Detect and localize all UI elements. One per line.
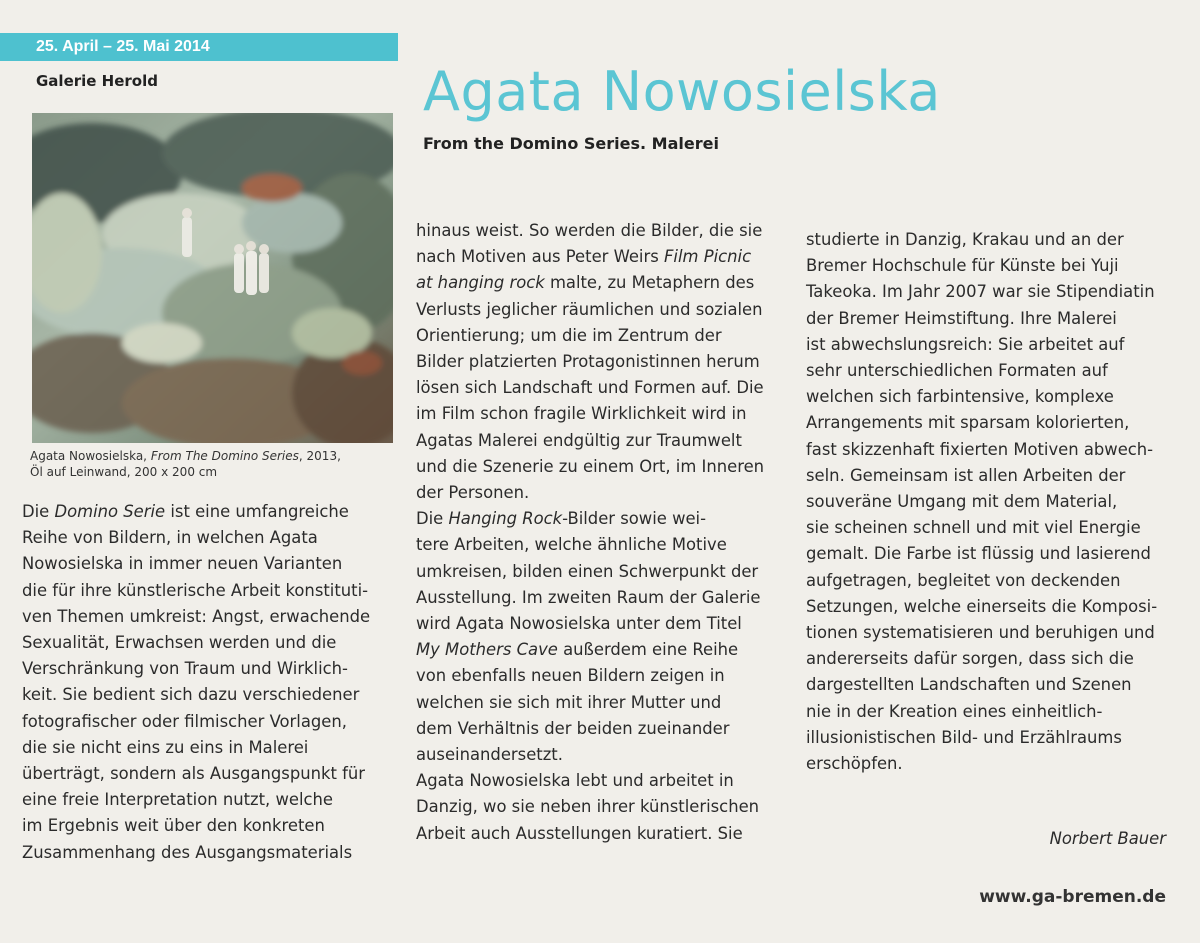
text-run: die für ihre künstlerische Arbeit konstituti- bbox=[22, 580, 369, 600]
text-line bbox=[22, 840, 407, 866]
italic-run: at hanging rock bbox=[416, 273, 545, 293]
text-line bbox=[416, 428, 796, 454]
text-run: auseinandersetzt. bbox=[416, 745, 563, 765]
text-run: Arbeit auch Ausstellungen kuratiert. Sie bbox=[416, 823, 743, 843]
text-run: sehr unterschiedlichen Formaten auf bbox=[806, 361, 1108, 381]
text-run: gemalt. Die Farbe ist flüssig und lasierend bbox=[806, 544, 1151, 564]
text-line bbox=[806, 410, 1181, 436]
text-run: fast skizzenhaft fixierten Motiven abwech- bbox=[806, 439, 1154, 459]
text-line bbox=[416, 690, 796, 716]
text-run: Die bbox=[22, 502, 55, 521]
text-run: keit. Sie bedient sich dazu verschiedener bbox=[22, 685, 360, 705]
text-run: Bilder platzierten Protagonistinnen herum bbox=[416, 352, 760, 372]
text-run: -Bilder sowie wei- bbox=[562, 509, 707, 529]
text-run: Reihe von Bildern, in welchen Agata bbox=[22, 528, 318, 548]
text-line bbox=[806, 279, 1181, 305]
text-run: welchen sie sich mit ihrer Mutter und bbox=[416, 692, 722, 712]
image-caption bbox=[30, 448, 400, 480]
text-run: Setzungen, welche einerseits die Komposi- bbox=[806, 596, 1158, 616]
text-run: dargestellten Landschaften und Szenen bbox=[806, 675, 1132, 695]
text-line bbox=[806, 358, 1181, 384]
text-run: umkreisen, bilden einen Schwerpunkt der bbox=[416, 561, 759, 581]
text-line bbox=[22, 787, 407, 813]
caption-title: From The Domino Series bbox=[150, 449, 299, 463]
text-run: hinaus weist. So werden die Bilder, die sie bbox=[416, 221, 763, 240]
text-column-3 bbox=[806, 227, 1181, 777]
text-run: überträgt, sondern als Ausgangspunkt für bbox=[22, 764, 366, 784]
text-line bbox=[806, 672, 1181, 698]
text-run: ist abwechslungsreich: Sie arbeitet auf bbox=[806, 334, 1125, 354]
text-line bbox=[416, 401, 796, 427]
text-run: Agatas Malerei endgültig zur Traumwelt bbox=[416, 430, 742, 450]
text-run: Orientierung; um die im Zentrum der bbox=[416, 325, 722, 345]
italic-run: My Mothers Cave bbox=[416, 640, 558, 660]
text-run: Agata Nowosielska lebt und arbeitet in bbox=[416, 771, 734, 791]
text-run: Bremer Hochschule für Künste bei Yuji bbox=[806, 256, 1119, 276]
text-line bbox=[416, 323, 796, 349]
text-run: die sie nicht eins zu eins in Malerei bbox=[22, 737, 309, 757]
text-run: welchen sich farbintensive, komplexe bbox=[806, 387, 1114, 407]
text-run: außerdem eine Reihe bbox=[557, 640, 739, 660]
text-line bbox=[416, 663, 796, 689]
text-run: souveräne Umgang mit dem Material, bbox=[806, 492, 1118, 512]
caption-text: , 2013, bbox=[298, 449, 341, 463]
painting-artwork bbox=[32, 113, 393, 443]
text-run: und die Szenerie zu einem Ort, im Inneren bbox=[416, 456, 765, 476]
article-subtitle: From the Domino Series. Malerei bbox=[423, 134, 719, 153]
text-line bbox=[806, 437, 1181, 463]
text-run: eine freie Interpretation nutzt, welche bbox=[22, 790, 333, 810]
text-line bbox=[22, 761, 407, 787]
italic-run: Domino Serie bbox=[54, 502, 166, 521]
text-line bbox=[806, 699, 1181, 725]
text-line bbox=[416, 794, 796, 820]
website-link[interactable]: www.ga-bremen.de bbox=[979, 887, 1166, 907]
text-run: Die bbox=[416, 509, 449, 529]
text-run: tere Arbeiten, welche ähnliche Motive bbox=[416, 535, 727, 555]
text-run: aufgetragen, begleitet von deckenden bbox=[806, 570, 1121, 590]
text-run: nie in der Kreation eines einheitlich- bbox=[806, 701, 1103, 721]
text-line bbox=[806, 332, 1181, 358]
text-run: sie scheinen schnell und mit viel Energie bbox=[806, 518, 1141, 538]
text-line bbox=[806, 253, 1181, 279]
text-run: Verschränkung von Traum und Wirklich- bbox=[22, 659, 348, 679]
date-range: 25. April – 25. Mai 2014 bbox=[36, 38, 210, 55]
text-run: seln. Gemeinsam ist allen Arbeiten der bbox=[806, 465, 1126, 485]
text-line bbox=[806, 384, 1181, 410]
text-line bbox=[806, 725, 1181, 751]
gallery-name: Galerie Herold bbox=[36, 72, 158, 90]
date-range-banner bbox=[0, 33, 398, 61]
italic-run: Film Picnic bbox=[663, 247, 752, 267]
text-line bbox=[416, 349, 796, 375]
text-run: fotografischer oder filmischer Vorlagen, bbox=[22, 711, 347, 731]
text-line bbox=[806, 227, 1181, 253]
text-line bbox=[806, 594, 1181, 620]
text-run: studierte in Danzig, Krakau und an der bbox=[806, 230, 1124, 249]
text-run: im Film schon fragile Wirklichkeit wird in bbox=[416, 404, 747, 424]
text-line bbox=[806, 463, 1181, 489]
text-run: erschöpfen. bbox=[806, 754, 903, 774]
text-line bbox=[416, 270, 796, 296]
text-run: andererseits dafür sorgen, dass sich die bbox=[806, 649, 1134, 669]
text-line bbox=[22, 551, 407, 577]
text-line bbox=[416, 244, 796, 270]
text-run: Nowosielska in immer neuen Varianten bbox=[22, 554, 343, 574]
text-line bbox=[806, 751, 1181, 777]
text-line bbox=[22, 525, 407, 551]
text-line bbox=[22, 709, 407, 735]
text-run: nach Motiven aus Peter Weirs bbox=[416, 247, 664, 267]
text-column-2 bbox=[416, 218, 796, 847]
text-line bbox=[416, 218, 796, 244]
text-run: Sexualität, Erwachsen werden und die bbox=[22, 633, 337, 653]
text-line bbox=[22, 499, 407, 525]
text-line bbox=[22, 578, 407, 604]
text-line bbox=[806, 489, 1181, 515]
text-run: der Personen. bbox=[416, 483, 530, 503]
text-run: Verlusts jeglicher räumlichen und sozialen bbox=[416, 299, 763, 319]
author-name: Norbert Bauer bbox=[1049, 829, 1166, 848]
text-run: Ausstellung. Im zweiten Raum der Galerie bbox=[416, 587, 761, 607]
italic-run: Hanging Rock bbox=[448, 509, 563, 529]
text-line bbox=[806, 541, 1181, 567]
article-title: Agata Nowosielska bbox=[423, 60, 941, 123]
text-run: Zusammenhang des Ausgangsmaterials bbox=[22, 842, 353, 862]
text-run: Danzig, wo sie neben ihrer künstlerischen bbox=[416, 797, 760, 817]
painting-image bbox=[32, 113, 393, 443]
text-run: illusionistischen Bild- und Erzählraums bbox=[806, 727, 1122, 747]
text-line bbox=[416, 532, 796, 558]
text-line bbox=[22, 656, 407, 682]
text-line bbox=[806, 306, 1181, 332]
text-run: der Bremer Heimstiftung. Ihre Malerei bbox=[806, 308, 1117, 328]
text-line bbox=[416, 611, 796, 637]
text-line bbox=[416, 506, 796, 532]
text-line bbox=[416, 375, 796, 401]
text-run: von ebenfalls neuen Bildern zeigen in bbox=[416, 666, 725, 686]
caption-text: Agata Nowosielska, bbox=[30, 449, 151, 463]
text-run: wird Agata Nowosielska unter dem Titel bbox=[416, 614, 742, 634]
text-line bbox=[416, 559, 796, 585]
text-line bbox=[22, 813, 407, 839]
text-line bbox=[416, 821, 796, 847]
text-line bbox=[22, 682, 407, 708]
text-line bbox=[806, 568, 1181, 594]
text-run: ist eine umfangreiche bbox=[165, 502, 349, 521]
text-line bbox=[806, 620, 1181, 646]
text-line bbox=[416, 480, 796, 506]
text-line bbox=[416, 297, 796, 323]
text-run: lösen sich Landschaft und Formen auf. Die bbox=[416, 378, 764, 398]
text-column-1 bbox=[22, 499, 407, 866]
text-line bbox=[416, 768, 796, 794]
text-line bbox=[806, 646, 1181, 672]
text-run: tionen systematisieren und beruhigen und bbox=[806, 623, 1155, 643]
text-run: Takeoka. Im Jahr 2007 war sie Stipendiatin bbox=[806, 282, 1155, 302]
text-run: Arrangements mit sparsam kolorierten, bbox=[806, 413, 1130, 433]
text-line bbox=[416, 742, 796, 768]
text-line bbox=[416, 716, 796, 742]
text-run: ven Themen umkreist: Angst, erwachende bbox=[22, 606, 371, 626]
text-line bbox=[416, 454, 796, 480]
text-run: malte, zu Metaphern des bbox=[544, 273, 755, 293]
text-line bbox=[22, 604, 407, 630]
text-line bbox=[416, 585, 796, 611]
text-line bbox=[22, 630, 407, 656]
text-run: im Ergebnis weit über den konkreten bbox=[22, 816, 325, 836]
text-run: dem Verhältnis der beiden zueinander bbox=[416, 718, 730, 738]
text-line bbox=[416, 637, 796, 663]
text-line bbox=[22, 735, 407, 761]
caption-medium: Öl auf Leinwand, 200 x 200 cm bbox=[30, 465, 218, 479]
text-line bbox=[806, 515, 1181, 541]
